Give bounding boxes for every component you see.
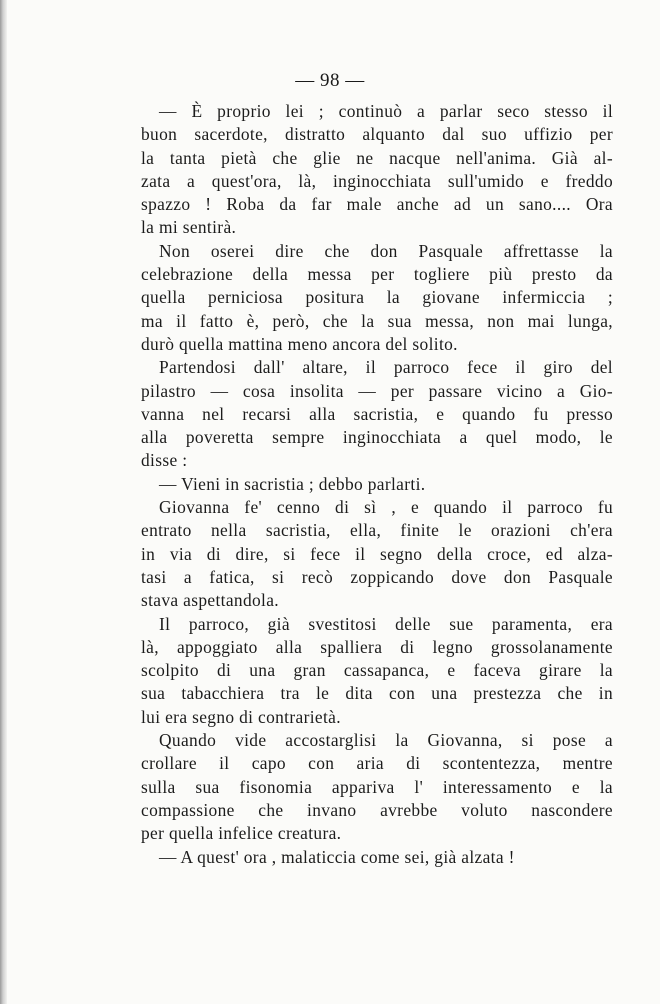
text-line: per quella infelice creatura.	[141, 823, 342, 844]
text-line: quella perniciosa positura la giovane infermiccia ;	[141, 287, 613, 308]
text-line: sua tabacchiera tra le dita con una prestezza che in	[141, 683, 613, 704]
text-line: alla poveretta sempre inginocchiata a quel modo, le	[141, 427, 613, 448]
text-line: celebrazione della messa per togliere più presto da	[141, 264, 613, 285]
text-line: crollare il capo con aria di scontentezza, mentre	[141, 753, 613, 774]
text-line: Quando vide accostarglisi la Giovanna, si pose a	[159, 730, 613, 751]
text-line: pilastro — cosa insolita — per passare vicino a Gio-	[141, 380, 613, 401]
text-line: compassione che invano avrebbe voluto nascondere	[141, 799, 613, 820]
paragraph	[141, 613, 613, 729]
text-line: ma il fatto è, però, che la sua messa, non mai lunga,	[141, 310, 613, 331]
text-line: la tanta pietà che glie ne nacque nell'anima. Già al-	[141, 147, 613, 168]
paragraph	[141, 356, 613, 472]
paragraph	[141, 240, 613, 356]
text-line: sulla sua fisonomia appariva l' interessamento e la	[141, 776, 613, 797]
paragraph	[141, 729, 613, 845]
body-text	[141, 100, 613, 869]
page-binding-edge	[0, 0, 7, 1004]
text-line: la mi sentirà.	[141, 217, 237, 238]
text-line: — A quest' ora , malaticcia come sei, già alzata !	[159, 846, 515, 867]
text-line: lui era segno di contrarietà.	[141, 706, 341, 727]
text-line: — Vieni in sacristia ; debbo parlarti.	[159, 473, 426, 494]
text-line: vanna nel recarsi alla sacristia, e quando fu presso	[141, 403, 613, 424]
text-line: stava aspettandola.	[141, 590, 279, 611]
text-line: zata a quest'ora, là, inginocchiata sull'umido e freddo	[141, 170, 613, 191]
text-line: Non oserei dire che don Pasquale affrettasse la	[159, 240, 613, 261]
text-line: — È proprio lei ; continuò a parlar seco stesso il	[159, 101, 613, 121]
text-line: tasi a fatica, si recò zoppicando dove don Pasquale	[141, 566, 613, 587]
text-line: scolpito di una gran cassapanca, e faceva girare la	[141, 660, 613, 681]
text-line: Partendosi dall' altare, il parroco fece il giro del	[159, 357, 613, 378]
paragraph	[141, 473, 613, 496]
paragraph	[141, 496, 613, 612]
text-line: disse :	[141, 450, 188, 471]
text-line: là, appoggiato alla spalliera di legno grossolanamente	[141, 636, 613, 657]
paragraph	[141, 846, 613, 869]
text-line: spazzo ! Roba da far male anche ad un sano.... Ora	[141, 194, 613, 215]
paragraph	[141, 100, 613, 240]
text-line: entrato nella sacristia, ella, finite le orazioni ch'era	[141, 520, 613, 541]
page-number: — 98 —	[295, 70, 365, 91]
text-line: buon sacerdote, distratto alquanto dal suo uffizio per	[141, 124, 613, 145]
text-line: durò quella mattina meno ancora del solito.	[141, 333, 458, 354]
text-line: in via di dire, si fece il segno della croce, ed alza-	[141, 543, 613, 564]
text-line: Il parroco, già svestitosi delle sue paramenta, era	[159, 613, 613, 634]
text-line: Giovanna fe' cenno di sì , e quando il parroco fu	[159, 497, 613, 518]
